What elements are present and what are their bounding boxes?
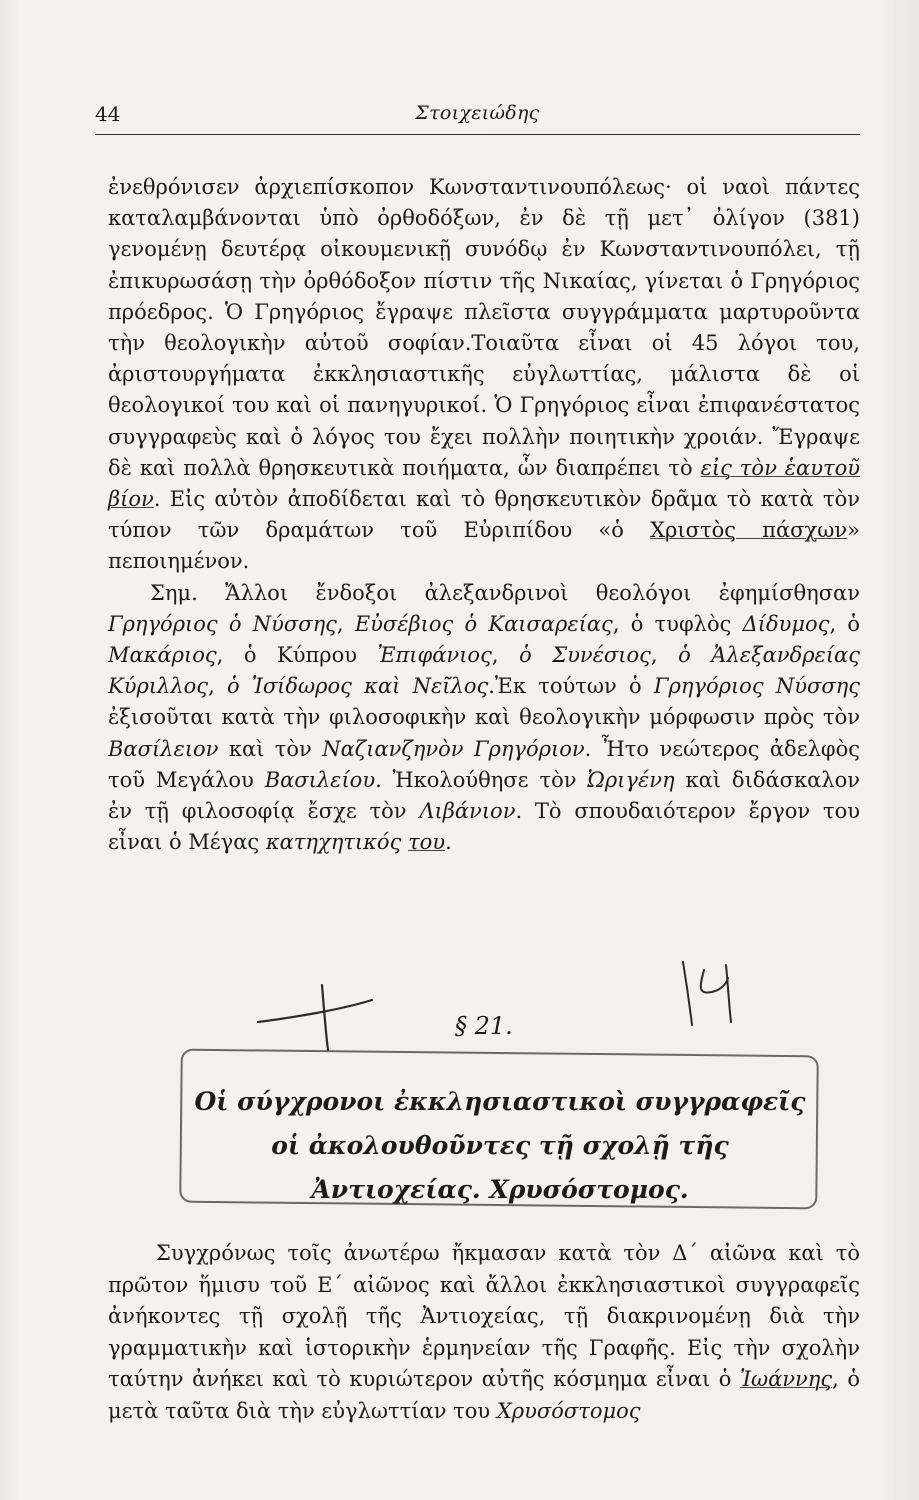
page-number: 44 bbox=[95, 102, 121, 126]
section-heading-line: Ἀντιοχείας. Χρυσόστομος. bbox=[311, 1175, 689, 1204]
italic-name: του bbox=[408, 830, 446, 855]
running-title: Στοιχειώδης bbox=[415, 102, 540, 124]
text-run: ἐξισοῦται κατὰ τὴν φιλοσοφικὴν καὶ θεολογικὴν μόρφωσιν πρὸς τὸν bbox=[108, 705, 860, 730]
paragraph bbox=[108, 1238, 860, 1427]
italic-name: ὁ Συνέσιος bbox=[519, 643, 651, 668]
italic-name: Ναζιανζηνὸν Γρηγόριον bbox=[322, 736, 585, 761]
text-run: . Ἠκολούθησε τὸν bbox=[375, 767, 588, 792]
italic-name: Εὐσέβιος ὁ Καισαρείας bbox=[354, 611, 613, 636]
italic-name: Δίδυμος bbox=[742, 611, 830, 636]
body-text-section-21 bbox=[108, 1238, 860, 1427]
handwritten-number bbox=[683, 962, 731, 1025]
text-run: . Ἦτο νεώτερος ἀδελφὸς τοῦ Μεγάλου bbox=[108, 736, 860, 792]
text-run: Συγχρόνως τοῖς ἀνωτέρω ἤκμασαν κατὰ τὸν Δ΄ αἰῶνα καὶ τὸ πρῶτον ἥμισυ τοῦ Ε΄ αἰῶνος καὶ ἄλλοι ἐκκλησιαστικοὶ συγγραφεῖς ἀνήκοντες τῇ σχολῇ τῆς Ἀντιοχείας, τῇ διακρινομένῃ διὰ τὴν γραμματικὴν καὶ ἱστορικὴν ἑρμηνείαν τῆς Γραφῆς. Εἰς τὴν σχολὴν ταύτην ἀνήκει καὶ τὸ κυριώτερον αὐτῆς κόσμημα εἶναι ὁ bbox=[108, 1241, 860, 1391]
section-number: § 21. bbox=[455, 1012, 513, 1040]
italic-name: ὁ Ἀλεξανδρείας Κύριλλος bbox=[108, 643, 861, 699]
italic-name: Λιβάνιον bbox=[419, 799, 516, 824]
text-run: καὶ διδάσκαλον ἐν τῇ φιλοσοφίᾳ ἔσχε τὸν bbox=[108, 767, 860, 824]
italic-name: Ὠριγένη bbox=[587, 767, 675, 792]
text-run: ἐνεθρόνισεν ἀρχιεπίσκοπον Κωνσταντινουπόλεως· οἱ ναοὶ πάντες καταλαμβάνονται ὑπὸ ὀρθοδόξων, ἐν δὲ τῇ μετ᾽ ὀλίγον (381) γενομένῃ δευτέρᾳ οἰκουμενικῇ συνόδῳ ἐν Κωνσταντινουπόλει, τῇ ἐπικυρωσάσῃ τὴν ὀρθόδοξον πίστιν τῆς Νικαίας, γίνεται ὁ Γρηγόριος πρόεδρος. Ὁ Γρηγόριος ἔγραψε πλεῖστα συγγράμματα μαρτυροῦντα τὴν θεολογικὴν αὐτοῦ σοφίαν.Τοιαῦτα εἶναι οἱ 45 λόγοι του, ἀριστουργήματα ἐκκλησιαστικῆς εὐγλωττίας, μάλιστα δὲ οἱ θεολογικοί του καὶ οἱ πανηγυρικοί. Ὁ Γρηγόριος εἶναι ἐπιφανέστατος συγγραφεὺς καὶ ὁ λόγος του ἔχει πολλὴν ποιητικὴν χροιάν. Ἔγραψε δὲ καὶ πολλὰ θρησκευτικὰ ποιήματα, ὧν διαπρέπει τὸ bbox=[108, 175, 860, 480]
text-run: Σημ. Ἄλλοι ἔνδοξοι ἀλεξανδρινοὶ θεολόγοι ἐφημίσθησαν bbox=[150, 580, 860, 605]
text-run: , bbox=[336, 611, 355, 636]
text-run: καὶ τὸν bbox=[218, 736, 323, 761]
italic-name: Γρηγόριος Νύσσης bbox=[653, 674, 860, 699]
underlined-title: Χριστὸς πάσχων bbox=[650, 518, 848, 543]
text-run: . Εἰς αὐτὸν ἀποδίδεται καὶ τὸ θρησκευτικὸν δρᾶμα τὸ κατὰ τὸν τύπον τῶν δραμάτων τοῦ Εὐριπίδου «ὁ bbox=[108, 487, 860, 543]
text-run: , ὁ τυφλὸς bbox=[612, 611, 743, 636]
italic-name: Χρυσόστομος bbox=[496, 1398, 641, 1423]
text-run: . Τὸ σπουδαιότερον ἔργον του εἶναι ὁ Μέγας bbox=[108, 799, 860, 855]
paragraph bbox=[108, 172, 860, 578]
italic-name: ὁ Ἰσίδωρος καὶ Νεῖλος bbox=[227, 674, 489, 699]
italic-name: Γρηγόριος ὁ Νύσσης bbox=[108, 611, 337, 636]
italic-name: κατηχητικός bbox=[265, 830, 402, 855]
italic-name: Βασίλειον bbox=[108, 736, 219, 761]
page-header bbox=[95, 100, 860, 135]
text-run: . bbox=[445, 830, 452, 855]
text-run: » πεποιημένον. bbox=[108, 518, 860, 574]
italic-name: Βασιλείου bbox=[264, 767, 376, 792]
section-heading bbox=[150, 1080, 850, 1212]
text-run: , bbox=[650, 643, 679, 668]
body-text bbox=[108, 172, 860, 858]
italic-name: Μακάριος bbox=[108, 643, 217, 668]
handwritten-cross-mark bbox=[258, 985, 372, 1050]
section-heading-line: οἱ ἀκολουθοῦντες τῇ σχολῇ τῆς bbox=[271, 1131, 729, 1160]
text-run: , ὁ μετὰ ταῦτα διὰ τὴν εὐγλωττίαν του bbox=[108, 1367, 861, 1423]
text-run: , ὁ Κύπρου bbox=[216, 643, 378, 668]
note-paragraph bbox=[108, 578, 860, 859]
text-run: , bbox=[491, 643, 520, 668]
italic-name: Ἐπιφάνιος bbox=[377, 643, 492, 668]
text-run: , bbox=[208, 674, 227, 699]
italic-name: Ἰωάννης bbox=[740, 1367, 833, 1391]
italic-title: εἰς τὸν ἑαυτοῦ βίον bbox=[108, 455, 861, 512]
text-run: .Ἐκ τούτων ὁ bbox=[488, 674, 654, 699]
text-run: , ὁ bbox=[829, 611, 861, 636]
section-heading-line: Οἱ σύγχρονοι ἐκκλησιαστικοὶ συγγραφεῖς bbox=[194, 1087, 806, 1116]
